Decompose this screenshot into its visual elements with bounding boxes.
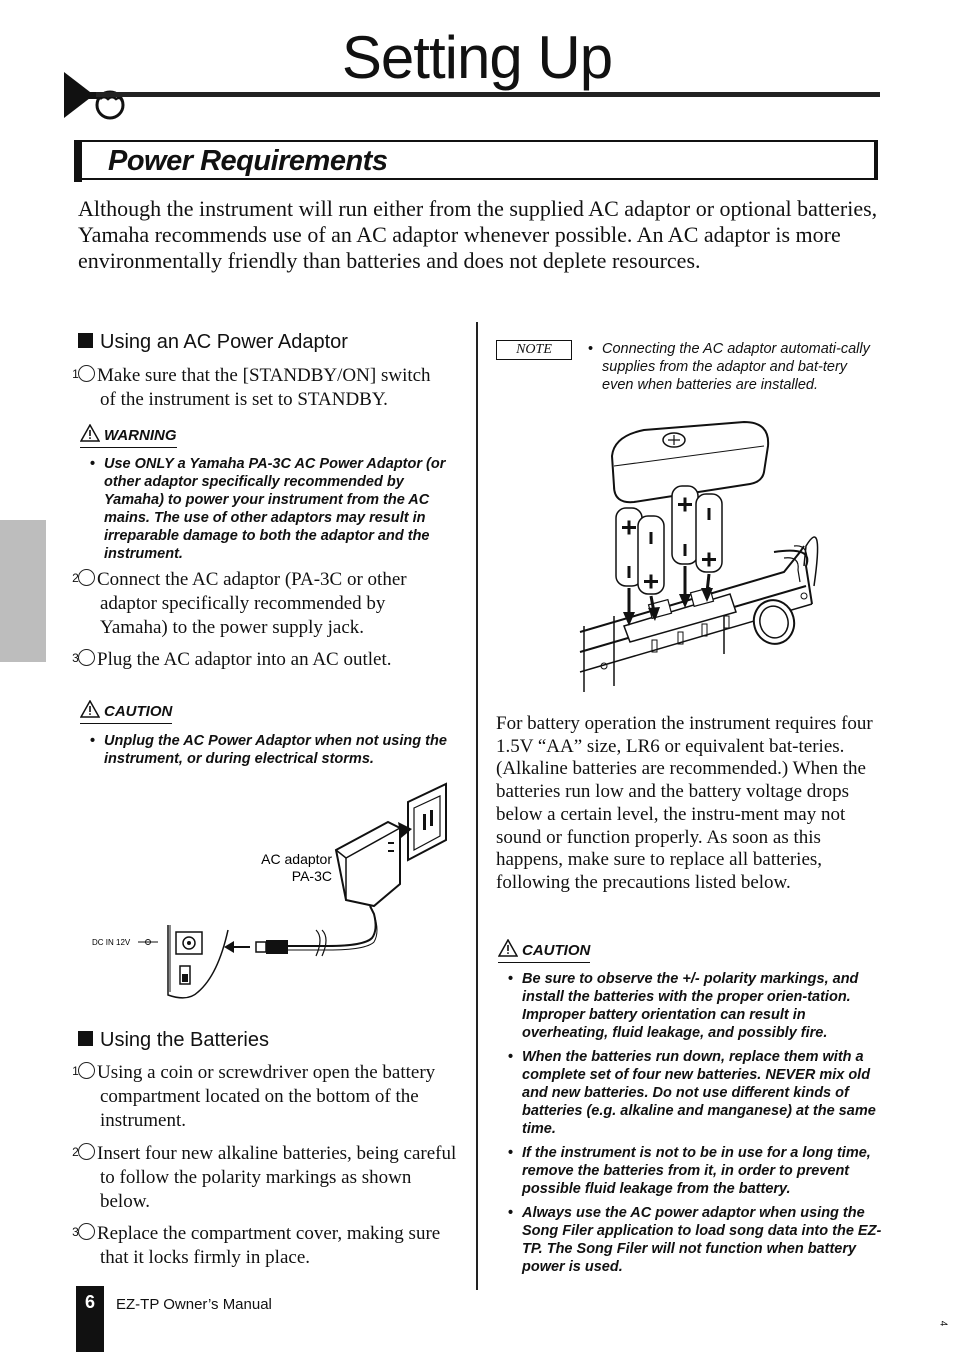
note-text [588,340,882,400]
title-rule [96,92,880,97]
ac-adaptor-heading-text: Using an AC Power Adaptor [100,331,348,353]
note-item: • Connecting the AC adaptor automati-cally supplies from the adaptor and bat-tery even when batteries are installed. [588,340,882,394]
step-text: Plug the AC adaptor into an AC outlet. [97,649,392,670]
batteries-heading [78,1028,269,1052]
ac-step-1 [72,364,438,412]
caution-block [80,700,172,724]
battery-caution-block [498,939,590,963]
note-list [588,340,882,394]
ac-step-3 [72,648,438,672]
warning-triangle-icon [80,700,100,718]
step-number: 1 [78,1062,95,1079]
column-divider [476,322,478,1290]
manual-name: EZ-TP Owner’s Manual [116,1296,272,1313]
intro-paragraph: Although the instrument will run either from the supplied AC adaptor or optional batteries, Yamaha recommends use of an AC adaptor whenever possible. An AC adaptor is more environmentally friendly than batteries and does not deplete resources. [78,196,878,273]
warning-triangle-icon [498,939,518,957]
warning-block [80,424,177,448]
step-number: 1 [78,365,95,382]
adaptor-label-2: PA-3C [291,868,332,884]
step-text: Using a coin or screwdriver open the battery compartment located on the bottom of the instrument. [97,1062,436,1131]
caution-item: • Be sure to observe the +/- polarity markings, and install the batteries with the proper orien-tation. Improper battery orientation can result in overheating, fluid leakage, and possibly fire. [508,970,884,1042]
battery-paragraph: For battery operation the instrument requires four 1.5V “AA” size, LR6 or equivalent bat-teries. (Alkaline batteries are recommended.) When the batteries run low and the battery voltage drops below a certain level, the instru-ment may not sound or function properly. As soon as this happens, make sure to replace all batteries, following the precautions listed below. [496,713,873,893]
step-text: Connect the AC adaptor (PA-3C or other adaptor specifically recommended by Yamaha) to the power supply jack. [97,569,407,638]
warning-list [90,455,462,569]
square-bullet-icon [78,333,93,348]
square-bullet-icon [78,1031,93,1046]
step-number: 3 [78,649,95,666]
caution-item: • Always use the AC power adaptor when using the Song Filer application to load song data into the EZ-TP. The Song Filer will not function when battery power is used. [508,1204,884,1276]
step-number: 3 [78,1223,95,1240]
section-heading: Power Requirements [108,145,388,177]
section-heading-accent [74,140,82,182]
corner-mark: 4 [937,1320,949,1327]
step-text: Insert four new alkaline batteries, being careful to follow the polarity markings as shown below. [97,1143,457,1212]
page-title: Setting Up [341,24,613,91]
ac-adaptor-illustration [88,780,458,1012]
batteries-heading-text: Using the Batteries [100,1029,269,1051]
battery-illustration [574,416,888,696]
jack-label: DC IN 12V [92,938,131,947]
caution-list [90,732,462,774]
battery-step-1 [72,1061,458,1133]
page-number: 6 [84,1292,95,1312]
note-label: NOTE [496,340,572,360]
warning-triangle-icon [80,424,100,442]
adaptor-label-1: AC adaptor [261,851,332,867]
battery-step-3 [72,1222,458,1270]
caution-label: CAUTION [80,700,172,724]
caution-item: • When the batteries run down, replace them with a complete set of four new batteries. NEVER mix old and new batteries. Do not use different kinds of batteries (e.g. alkaline and manganese) at the same time. [508,1048,884,1138]
step-number: 2 [78,1143,95,1160]
ac-adaptor-heading [78,330,348,354]
caution-item: • If the instrument is not to be in use for a long time, remove the batteries from it, in order to prevent possible fluid leakage from the battery. [508,1144,884,1198]
side-tab [0,520,46,662]
step-number: 2 [78,569,95,586]
battery-step-2 [72,1142,458,1214]
warning-label: WARNING [80,424,177,448]
caution-label: CAUTION [498,939,590,963]
step-text: Replace the compartment cover, making sure that it locks firmly in place. [97,1223,441,1268]
battery-caution-list [508,970,884,1282]
warning-item: • Use ONLY a Yamaha PA-3C AC Power Adaptor (or other adaptor specifically recommended by Yamaha) to power your instrument from the AC mains. The use of other adaptors may result in irreparable damage to both the adaptor and the instrument. [90,455,462,563]
ac-step-2 [72,568,438,640]
step-text: Make sure that the [STANDBY/ON] switch of the instrument is set to STANDBY. [97,365,431,410]
caution-item: • Unplug the AC Power Adaptor when not using the instrument, or during electrical storms. [90,732,462,768]
